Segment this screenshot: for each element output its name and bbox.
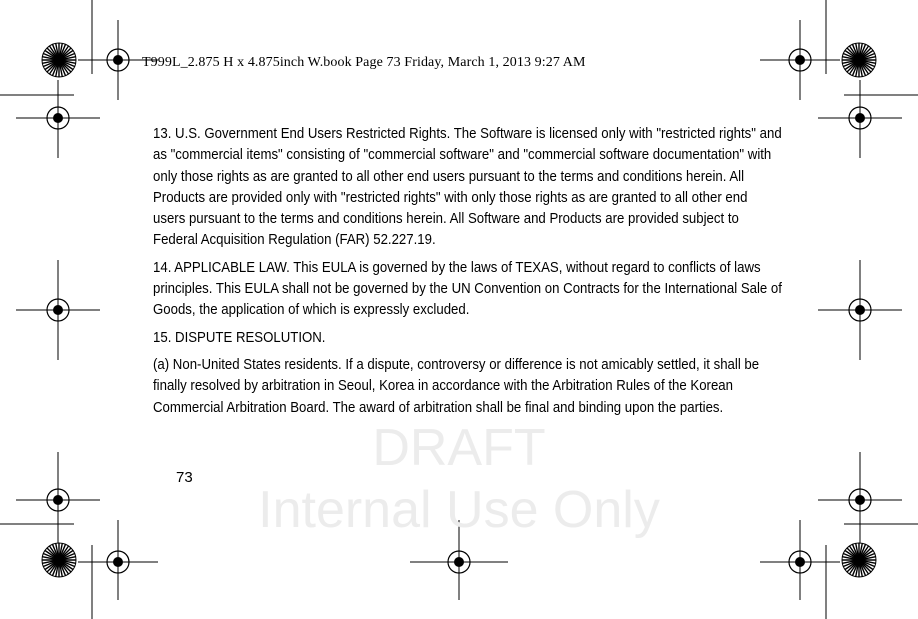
page-number: 73 <box>176 469 193 486</box>
paragraph-dispute-heading: 15. DISPUTE RESOLUTION. <box>153 329 326 346</box>
watermark-draft: DRAFT <box>372 419 546 477</box>
document-body <box>153 124 783 425</box>
print-header: T999L_2.875 H x 4.875inch W.book Page 73 Friday, March 1, 2013 9:27 AM <box>142 55 586 70</box>
watermark-internal-use: Internal Use Only <box>258 481 660 539</box>
paragraph-government-rights: 13. U.S. Government End Users Restricted Rights. The Software is licensed only with "restricted rights" and as "commercial items" consisting of "commercial software" and "commercial software documentation" with only those rights as are granted to all other end users pursuant to the terms and conditions herein. All Products are provided only with "restricted rights" with only those rights as are granted to all other end users pursuant to the terms and conditions herein. All Software and Products are provided subject to Federal Acquisition Regulation (FAR) 52.227.19. <box>153 126 782 249</box>
paragraph-applicable-law: 14. APPLICABLE LAW. This EULA is governed by the laws of TEXAS, without regard to conflicts of laws principles. This EULA shall not be governed by the UN Convention on Contracts for the International Sale of Goods, the application of which is expressly excluded. <box>153 259 782 319</box>
paragraph-non-us-residents: (a) Non-United States residents. If a dispute, controversy or difference is not amicably settled, it shall be finally resolved by arbitration in Seoul, Korea in accordance with the Arbitration Rules of the Korean Commercial Arbitration Board. The award of arbitration shall be final and binding upon the parties. <box>153 356 760 416</box>
